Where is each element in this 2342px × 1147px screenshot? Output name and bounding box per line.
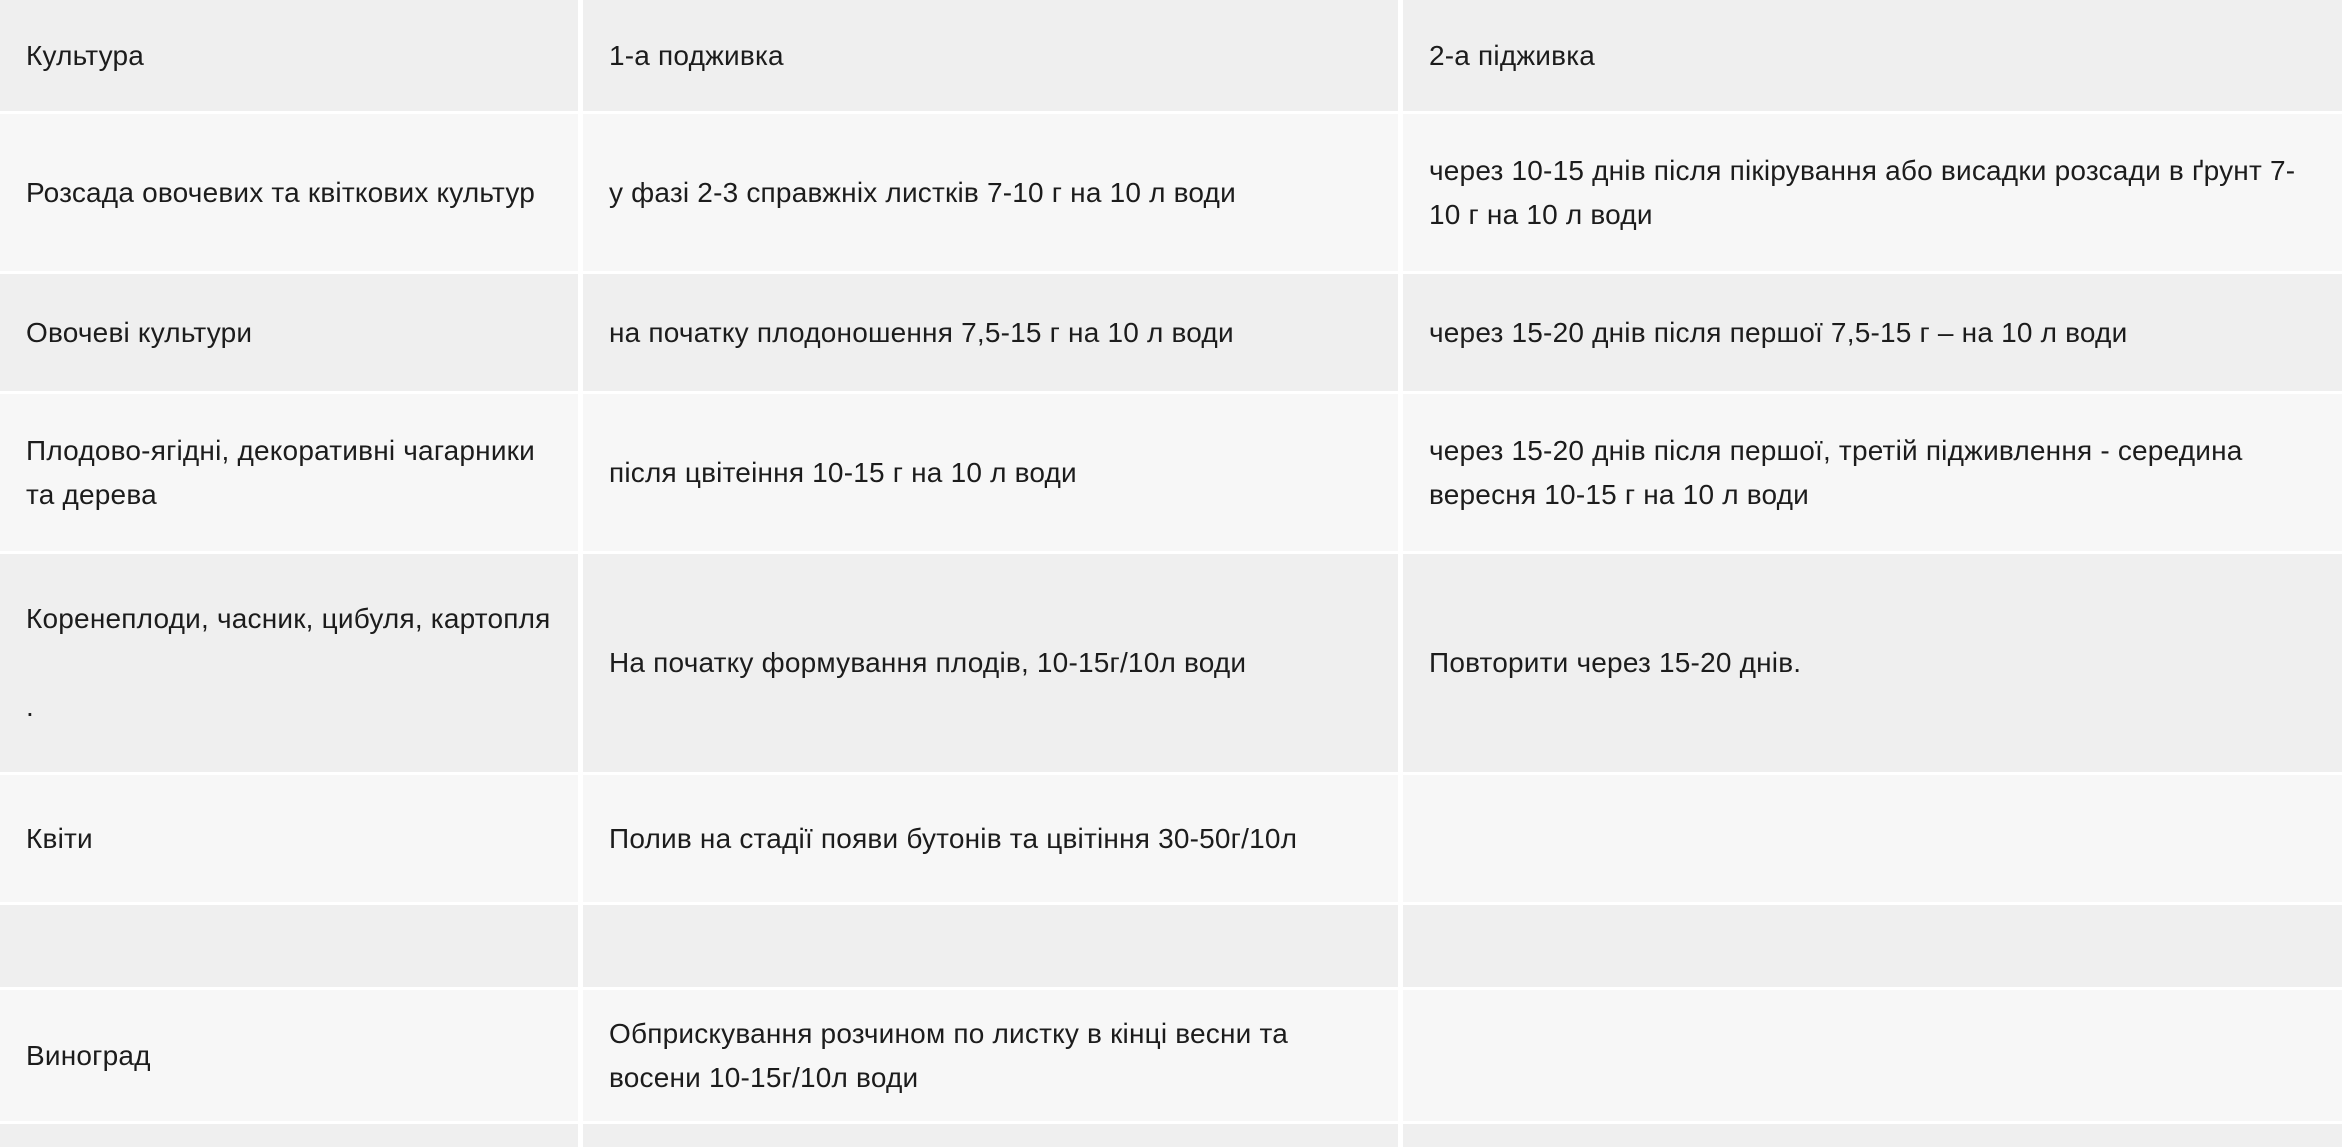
table-row (0, 394, 2342, 551)
header-cell-culture (0, 0, 578, 111)
header-cell-second-feeding (1403, 0, 2342, 111)
cell-text: на початку плодоношення 7,5-15 г на 10 л води (609, 316, 1234, 348)
cell-text: Коренеплоди, часник, цибуля, картопля (26, 603, 551, 634)
cell-text: Повторити через 15-20 днів. (1429, 647, 1802, 678)
cell-second-feeding (1403, 905, 2342, 987)
cell-culture (0, 1124, 578, 1147)
header-label-second-feeding: 2-а підживка (1429, 39, 1596, 71)
table-row (0, 775, 2342, 902)
cell-first-feeding (583, 274, 1398, 391)
cell-first-feeding (583, 1124, 1398, 1147)
table-row (0, 990, 2342, 1121)
table-row-cutoff (0, 1124, 2342, 1147)
cell-culture (0, 905, 578, 987)
table-row-empty (0, 905, 2342, 987)
table-row (0, 274, 2342, 391)
cell-text: після цвітеіння 10-15 г на 10 л води (609, 456, 1077, 488)
cell-second-feeding (1403, 274, 2342, 391)
header-cell-first-feeding (583, 0, 1398, 111)
cell-culture (0, 554, 578, 772)
cell-culture (0, 274, 578, 391)
cell-culture (0, 394, 578, 551)
header-label-first-feeding: 1-а подживка (609, 39, 784, 71)
cell-text: Плодово-ягідні, декоративні чагарники та дерева (26, 434, 535, 510)
cell-text: Розсада овочевих та квіткових культур (26, 176, 535, 208)
table-row (0, 114, 2342, 271)
cell-first-feeding (583, 775, 1398, 902)
cell-text: Овочеві культури (26, 316, 253, 348)
cell-culture (0, 114, 578, 271)
cell-second-feeding (1403, 990, 2342, 1121)
cell-second-feeding (1403, 394, 2342, 551)
cell-first-feeding (583, 554, 1398, 772)
table-row (0, 554, 2342, 772)
cell-text: через 10-15 днів після пікірування або висадки розсади в ґрунт 7-10 г на 10 л води (1429, 154, 2296, 230)
cell-second-feeding (1403, 554, 2342, 772)
cell-text: Обприскування розчином по листку в кінці весни та восени 10-15г/10л води (609, 1017, 1288, 1093)
cell-text: Виноград (26, 1039, 151, 1071)
cell-text: через 15-20 днів після першої 7,5-15 г – на 10 л води (1429, 316, 2128, 348)
cell-second-feeding (1403, 114, 2342, 271)
cell-first-feeding (583, 905, 1398, 987)
cell-text: у фазі 2-3 справжніх листків 7-10 г на 10 л води (609, 176, 1236, 208)
cell-first-feeding (583, 394, 1398, 551)
cell-text: через 15-20 днів після першої, третій підживлення - середина вересня 10-15 г на 10 л води (1429, 434, 2243, 510)
cell-culture (0, 990, 578, 1121)
cell-second-feeding (1403, 775, 2342, 902)
cell-culture (0, 775, 578, 902)
table-header-row (0, 0, 2342, 111)
cell-note-text: . (26, 691, 34, 722)
cell-text: На початку формування плодів, 10-15г/10л води (609, 647, 1247, 678)
cell-second-feeding (1403, 1124, 2342, 1147)
cell-first-feeding (583, 114, 1398, 271)
header-label-culture: Культура (26, 39, 145, 71)
cell-first-feeding (583, 990, 1398, 1121)
cell-text: Квіти (26, 822, 93, 854)
cell-text: Полив на стадії появи бутонів та цвітіння 30-50г/10л (609, 822, 1298, 854)
